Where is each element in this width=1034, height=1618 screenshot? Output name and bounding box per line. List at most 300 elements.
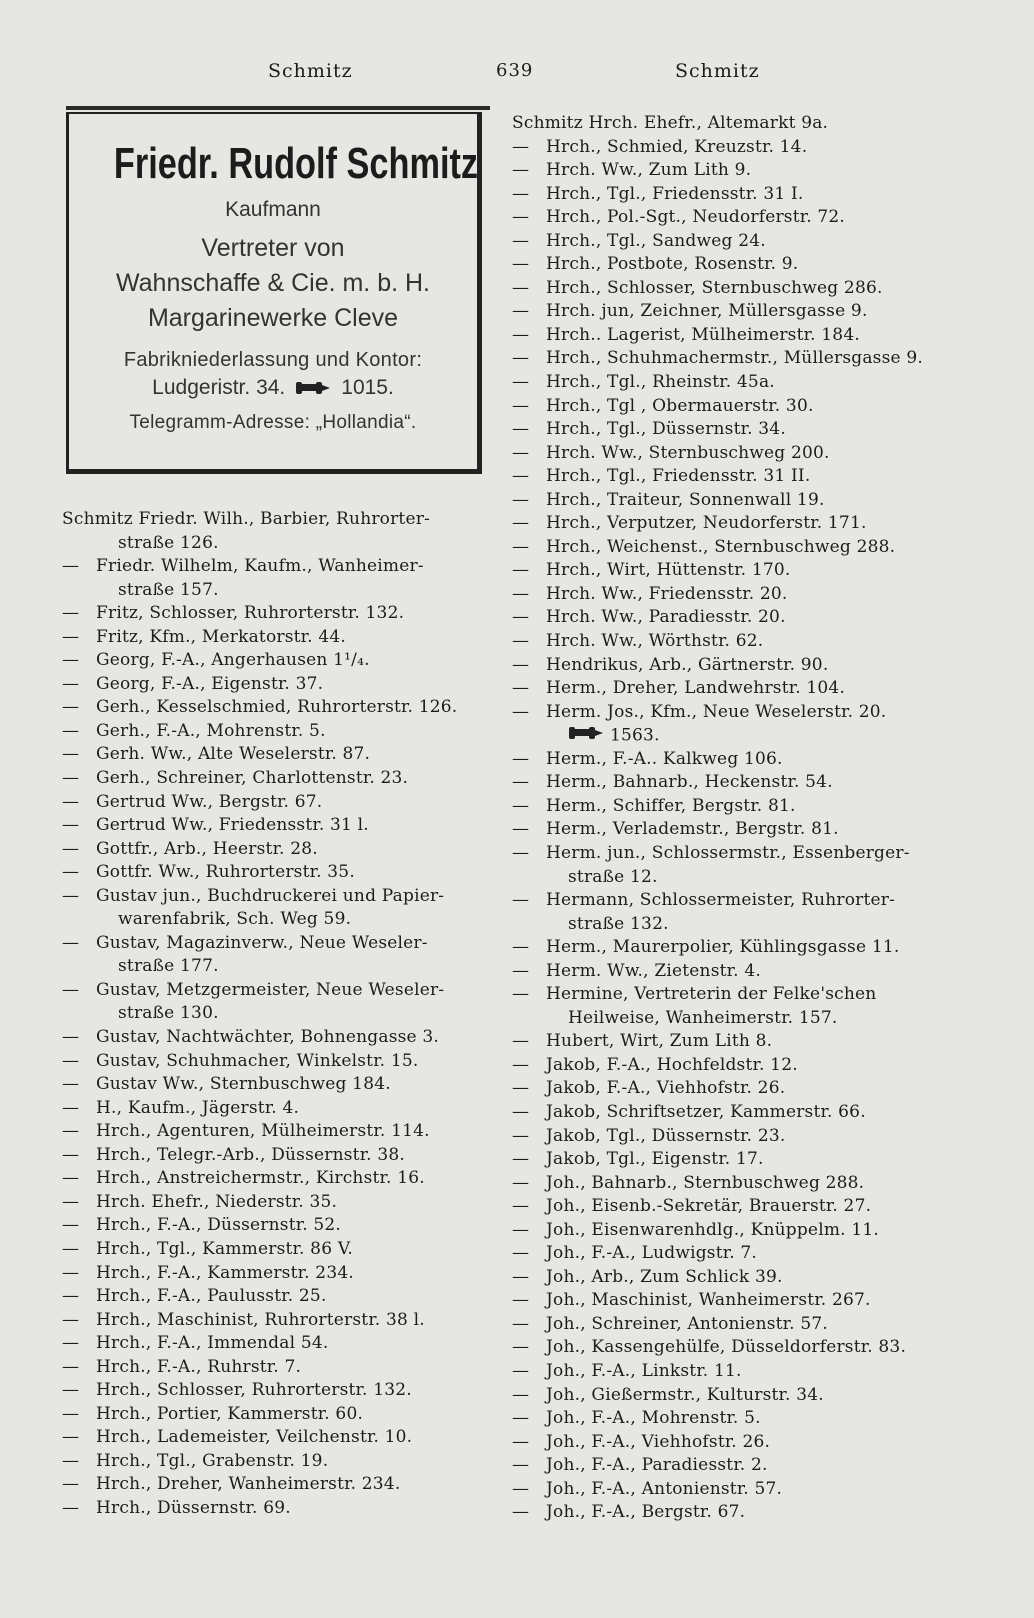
entry-text: Hrch., Schlosser, Sternbuschweg 286. <box>546 277 883 298</box>
ditto-dash: — <box>512 1313 530 1334</box>
directory-entry-line <box>512 465 962 489</box>
ditto-dash: — <box>512 1054 530 1075</box>
ditto-dash: — <box>512 230 530 251</box>
entry-text: Herm., Schiffer, Bergstr. 81. <box>546 795 796 816</box>
entry-text: 1563. <box>610 725 660 746</box>
directory-entry-line <box>512 559 962 583</box>
directory-entry-line <box>512 1360 962 1384</box>
entry-text: Hrch. Ehefr., Niederstr. 35. <box>96 1191 338 1212</box>
entry-text: Hermann, Schlossermeister, Ruhrorter- <box>546 890 896 911</box>
ditto-dash: — <box>62 1144 80 1165</box>
entry-text: Joh., F.-A., Mohrenstr. 5. <box>546 1408 761 1429</box>
directory-entry-line <box>62 508 502 532</box>
directory-entry-line <box>512 1219 962 1243</box>
entry-text: Joh., Arb., Zum Schlick 39. <box>546 1266 783 1287</box>
directory-entry-line <box>62 1238 502 1262</box>
entry-text: Hrch., Dreher, Wanheimerstr. 234. <box>96 1474 401 1495</box>
entry-text: Herm. Ww., Zietenstr. 4. <box>546 960 761 981</box>
entry-text: Hrch., Tgl., Kammerstr. 86 V. <box>96 1238 353 1259</box>
directory-entry-line <box>62 555 502 579</box>
entry-text: Gustav, Metzgermeister, Neue Weseler- <box>96 979 445 1000</box>
ditto-dash: — <box>512 1149 530 1170</box>
ditto-dash: — <box>62 1356 80 1377</box>
entry-text: Jakob, Tgl., Düssernstr. 23. <box>546 1125 786 1146</box>
entry-text: Hrch., Tgl , Obermauerstr. 30. <box>546 395 814 416</box>
directory-entry-line <box>512 771 962 795</box>
ditto-dash: — <box>62 1121 80 1142</box>
entry-text: Hrch. Ww., Sternbuschweg 200. <box>546 442 830 463</box>
directory-entry-line <box>512 1501 962 1525</box>
entry-text: Hrch., Telegr.-Arb., Düssernstr. 38. <box>96 1144 406 1165</box>
entry-text: Hrch., Verputzer, Neudorferstr. 171. <box>546 513 867 534</box>
entry-text: Joh., Maschinist, Wanheimerstr. 267. <box>546 1290 871 1311</box>
entry-text: Gerh., Kesselschmied, Ruhrorterstr. 126. <box>96 697 458 718</box>
directory-entry-line <box>512 206 962 230</box>
entry-text: Hrch., Maschinist, Ruhrorterstr. 38 l. <box>96 1309 425 1330</box>
directory-entry-line <box>62 720 502 744</box>
directory-entry-line <box>62 1097 502 1121</box>
entry-text: Gustav, Nachtwächter, Bohnengasse 3. <box>96 1027 440 1048</box>
ditto-dash: — <box>62 1309 80 1330</box>
directory-entry-line <box>512 324 962 348</box>
directory-entry-line <box>62 602 502 626</box>
ditto-dash: — <box>512 395 530 416</box>
directory-entry-line <box>512 1384 962 1408</box>
ditto-dash: — <box>512 960 530 981</box>
directory-entry-line <box>62 1285 502 1309</box>
directory-entry-line <box>512 1054 962 1078</box>
entry-text: Hrch., F.-A., Düssernstr. 52. <box>96 1215 342 1236</box>
directory-entry-line <box>512 1242 962 1266</box>
directory-entry-line <box>512 159 962 183</box>
entry-text: Hrch., Tgl., Friedensstr. 31 II. <box>546 466 811 487</box>
directory-entry-line <box>512 112 962 136</box>
ditto-dash: — <box>62 1450 80 1471</box>
entry-text: Hrch., Wirt, Hüttenstr. 170. <box>546 560 791 581</box>
directory-entry-line <box>62 579 502 603</box>
entry-text: Joh., F.-A., Viehhofstr. 26. <box>546 1431 771 1452</box>
entry-text: Fritz, Schlosser, Ruhrorterstr. 132. <box>96 603 405 624</box>
ditto-dash: — <box>512 890 530 911</box>
entry-text: Herm., Dreher, Landwehrstr. 104. <box>546 678 846 699</box>
entry-text: Hubert, Wirt, Zum Lith 8. <box>546 1031 773 1052</box>
directory-entry-line <box>62 1262 502 1286</box>
entry-text: Gottfr. Ww., Ruhrorterstr. 35. <box>96 862 355 883</box>
ditto-dash: — <box>512 560 530 581</box>
entry-text: straße 126. <box>118 532 219 553</box>
ditto-dash: — <box>512 183 530 204</box>
entry-text: Hrch., Agenturen, Mülheimerstr. 114. <box>96 1121 430 1142</box>
ditto-dash: — <box>62 650 80 671</box>
directory-entry-line <box>512 983 962 1007</box>
entry-text: Herm. Jos., Kfm., Neue Weselerstr. 20. <box>546 701 887 722</box>
directory-entry-line <box>62 1167 502 1191</box>
directory-entry-line <box>512 347 962 371</box>
ditto-dash: — <box>512 513 530 534</box>
ditto-dash: — <box>512 1360 530 1381</box>
entry-text: Hrch., Portier, Kammerstr. 60. <box>96 1403 364 1424</box>
directory-entry-line <box>512 866 962 890</box>
entry-text: Joh., Schreiner, Antonienstr. 57. <box>546 1313 828 1334</box>
ditto-dash: — <box>512 419 530 440</box>
ad-branch: Fabrikniederlassung und Kontor: <box>123 349 423 371</box>
directory-entry-line <box>62 1450 502 1474</box>
ditto-dash: — <box>512 1455 530 1476</box>
ad-top-rule <box>66 106 490 110</box>
entry-text: straße 132. <box>568 913 669 934</box>
directory-entry-line <box>512 1336 962 1360</box>
entry-text: warenfabrik, Sch. Weg 59. <box>118 909 352 930</box>
directory-entry-line <box>62 696 502 720</box>
ditto-dash: — <box>512 1196 530 1217</box>
entry-text: Joh., Bahnarb., Sternbuschweg 288. <box>546 1172 865 1193</box>
entry-text: Joh., F.-A., Ludwigstr. 7. <box>546 1243 758 1264</box>
entry-text: Herm., Bahnarb., Heckenstr. 54. <box>546 772 833 793</box>
directory-entry-line <box>512 395 962 419</box>
ditto-dash: — <box>512 1243 530 1264</box>
entry-text: Hrch., F.-A., Paulusstr. 25. <box>96 1286 327 1307</box>
ditto-dash: — <box>62 744 80 765</box>
ad-firm-line1: Wahnschaffe & Cie. m. b. H. <box>115 269 430 297</box>
ditto-dash: — <box>62 838 80 859</box>
directory-entry-line <box>62 1144 502 1168</box>
directory-entry-line <box>512 512 962 536</box>
directory-entry-line <box>62 673 502 697</box>
directory-entry-line <box>62 861 502 885</box>
ditto-dash: — <box>512 1219 530 1240</box>
directory-entry-line <box>62 885 502 909</box>
entry-text: Hrch., Schlosser, Ruhrorterstr. 132. <box>96 1380 412 1401</box>
ditto-dash: — <box>62 626 80 647</box>
directory-entry-line <box>512 1407 962 1431</box>
entry-text: straße 177. <box>118 956 219 977</box>
left-column <box>62 508 502 1521</box>
entry-text: Schmitz Friedr. Wilh., Barbier, Ruhrorter- <box>62 509 430 529</box>
entry-text: Hrch., Tgl., Sandweg 24. <box>546 230 766 251</box>
entry-text: Joh., F.-A., Antonienstr. 57. <box>546 1478 783 1499</box>
entry-text: Hrch., Lademeister, Veilchenstr. 10. <box>96 1427 413 1448</box>
entry-text: Hrch., F.-A., Immendal 54. <box>96 1333 329 1354</box>
ditto-dash: — <box>62 1403 80 1424</box>
ditto-dash: — <box>512 489 530 510</box>
ad-address: Ludgeristr. 34. <box>152 376 286 399</box>
ditto-dash: — <box>512 842 530 863</box>
ad-address-line <box>69 376 477 400</box>
directory-entry-line <box>62 767 502 791</box>
ad-phone: 1015. <box>341 376 394 399</box>
ad-firm-line2: Margarinewerke Cleve <box>147 304 399 332</box>
directory-entry-line <box>512 183 962 207</box>
entry-text: straße 12. <box>568 866 658 887</box>
entry-text: Hrch. Ww., Paradiesstr. 20. <box>546 607 786 628</box>
ditto-dash: — <box>62 768 80 789</box>
directory-entry-line <box>512 936 962 960</box>
entry-text: Gustav, Schuhmacher, Winkelstr. 15. <box>96 1050 419 1071</box>
ditto-dash: — <box>62 1168 80 1189</box>
ditto-dash: — <box>62 556 80 577</box>
directory-entry-line <box>62 1403 502 1427</box>
ditto-dash: — <box>512 1502 530 1523</box>
directory-entry-line <box>512 230 962 254</box>
ditto-dash: — <box>62 1074 80 1095</box>
entry-text: Gottfr., Arb., Heerstr. 28. <box>96 838 318 859</box>
directory-entry-line <box>512 724 962 748</box>
ditto-dash: — <box>62 1333 80 1354</box>
entry-text: Heilweise, Wanheimerstr. 157. <box>568 1007 838 1028</box>
entry-text: Fritz, Kfm., Merkatorstr. 44. <box>96 626 346 647</box>
ditto-dash: — <box>62 1474 80 1495</box>
entry-text: Gertrud Ww., Bergstr. 67. <box>96 791 323 812</box>
ditto-dash: — <box>512 1078 530 1099</box>
page-number: 639 <box>496 60 534 81</box>
ditto-dash: — <box>62 673 80 694</box>
directory-entry-line <box>512 701 962 725</box>
ad-company-name: Friedr. Rudolf Schmitz <box>113 139 479 188</box>
ditto-dash: — <box>512 1290 530 1311</box>
entry-text: Jakob, Tgl., Eigenstr. 17. <box>546 1149 764 1170</box>
ditto-dash: — <box>512 795 530 816</box>
directory-entry-line <box>512 300 962 324</box>
entry-text: Gustav jun., Buchdruckerei und Papier- <box>96 885 445 906</box>
ditto-dash: — <box>62 1050 80 1071</box>
ditto-dash: — <box>62 791 80 812</box>
directory-entry-line <box>512 489 962 513</box>
entry-text: Hrch.. Lagerist, Mülheimerstr. 184. <box>546 324 860 345</box>
entry-text: straße 130. <box>118 1003 219 1024</box>
entry-text: Hermine, Vertreterin der Felke'schen <box>546 984 877 1005</box>
directory-entry-line <box>512 654 962 678</box>
entry-text: Georg, F.-A., Eigenstr. 37. <box>96 673 324 694</box>
ditto-dash: — <box>512 1031 530 1052</box>
directory-entry-line <box>62 1379 502 1403</box>
entry-text: Hrch., Weichenst., Sternbuschweg 288. <box>546 536 896 557</box>
entry-text: Herm. jun., Schlossermstr., Essenberger- <box>546 842 910 863</box>
entry-text: Jakob, Schriftsetzer, Kammerstr. 66. <box>546 1101 866 1122</box>
entry-text: Schmitz Hrch. Ehefr., Altemarkt 9a. <box>512 113 829 133</box>
entry-text: Gustav Ww., Sternbuschweg 184. <box>96 1074 391 1095</box>
directory-entry-line <box>512 1172 962 1196</box>
ditto-dash: — <box>62 1191 80 1212</box>
ditto-dash: — <box>512 1408 530 1429</box>
entry-text: Herm., Maurerpolier, Kühlingsgasse 11. <box>546 937 900 958</box>
directory-entry-line <box>62 1026 502 1050</box>
ditto-dash: — <box>512 607 530 628</box>
directory-entry-line <box>62 791 502 815</box>
ditto-dash: — <box>512 984 530 1005</box>
directory-entry-line <box>512 1148 962 1172</box>
ditto-dash: — <box>512 160 530 181</box>
directory-entry-line <box>512 1077 962 1101</box>
entry-text: Friedr. Wilhelm, Kaufm., Wanheimer- <box>96 556 424 577</box>
ad-representative: Vertreter von <box>201 234 345 262</box>
directory-entry-line <box>62 1191 502 1215</box>
entry-text: Hrch., Tgl., Friedensstr. 31 I. <box>546 183 804 204</box>
directory-entry-line <box>512 1266 962 1290</box>
directory-entry-line <box>512 913 962 937</box>
ditto-dash: — <box>512 277 530 298</box>
entry-text: Hrch., Tgl., Düssernstr. 34. <box>546 419 786 440</box>
ditto-dash: — <box>512 748 530 769</box>
entry-text: Hrch., Tgl., Grabenstr. 19. <box>96 1450 329 1471</box>
directory-entry-line <box>512 748 962 772</box>
entry-text: Hrch., Tgl., Rheinstr. 45a. <box>546 372 775 393</box>
ditto-dash: — <box>512 631 530 652</box>
entry-text: Joh., Kassengehülfe, Düsseldorferstr. 83. <box>546 1337 907 1358</box>
telephone-receiver-icon <box>295 381 331 395</box>
directory-entry-line <box>512 630 962 654</box>
ditto-dash: — <box>512 772 530 793</box>
ditto-dash: — <box>512 1101 530 1122</box>
directory-entry-line <box>62 1332 502 1356</box>
ad-profession: Kaufmann <box>225 198 321 221</box>
running-header-right: Schmitz <box>675 60 760 82</box>
entry-text: Hrch., F.-A., Kammerstr. 234. <box>96 1262 354 1283</box>
entry-text: Hrch. jun, Zeichner, Müllersgasse 9. <box>546 301 868 322</box>
directory-entry-line <box>62 1426 502 1450</box>
entry-text: Hrch. Ww., Zum Lith 9. <box>546 160 752 181</box>
ditto-dash: — <box>512 1431 530 1452</box>
ditto-dash: — <box>512 1125 530 1146</box>
directory-entry-line <box>512 371 962 395</box>
directory-entry-line <box>512 889 962 913</box>
directory-entry-line <box>62 1120 502 1144</box>
ditto-dash: — <box>512 678 530 699</box>
directory-entry-line <box>62 908 502 932</box>
directory-entry-line <box>62 814 502 838</box>
directory-entry-line <box>512 442 962 466</box>
directory-entry-line <box>512 1125 962 1149</box>
directory-entry-line <box>512 1313 962 1337</box>
directory-entry-line <box>512 1030 962 1054</box>
ditto-dash: — <box>512 324 530 345</box>
ditto-dash: — <box>62 862 80 883</box>
entry-text: Herm., F.-A.. Kalkweg 106. <box>546 748 783 769</box>
entry-text: Gerh., F.-A., Mohrenstr. 5. <box>96 720 326 741</box>
directory-entry-line <box>512 136 962 160</box>
ditto-dash: — <box>512 207 530 228</box>
directory-entry-line <box>512 1195 962 1219</box>
entry-text: H., Kaufm., Jägerstr. 4. <box>96 1097 300 1118</box>
ditto-dash: — <box>512 1172 530 1193</box>
ditto-dash: — <box>512 254 530 275</box>
ditto-dash: — <box>512 701 530 722</box>
telephone-receiver-icon <box>568 724 604 748</box>
ditto-dash: — <box>512 1478 530 1499</box>
entry-text: Hrch., Schuhmachermstr., Müllersgasse 9. <box>546 348 923 369</box>
entry-text: Joh., Gießermstr., Kulturstr. 34. <box>546 1384 824 1405</box>
ditto-dash: — <box>62 1215 80 1236</box>
ditto-dash: — <box>62 1427 80 1448</box>
directory-entry-line <box>62 1073 502 1097</box>
ditto-dash: — <box>62 979 80 1000</box>
ditto-dash: — <box>512 1266 530 1287</box>
ditto-dash: — <box>62 1097 80 1118</box>
directory-entry-line <box>512 583 962 607</box>
entry-text: Gerh., Schreiner, Charlottenstr. 23. <box>96 768 409 789</box>
entry-text: Hrch., Pol.-Sgt., Neudorferstr. 72. <box>546 207 846 228</box>
ditto-dash: — <box>512 442 530 463</box>
directory-entry-line <box>62 932 502 956</box>
ditto-dash: — <box>62 720 80 741</box>
right-column <box>512 112 962 1525</box>
ditto-dash: — <box>62 885 80 906</box>
directory-entry-line <box>512 842 962 866</box>
directory-entry-line <box>62 979 502 1003</box>
directory-entry-line <box>512 795 962 819</box>
directory-entry-line <box>62 1356 502 1380</box>
entry-text: Joh., Eisenwarenhdlg., Knüppelm. 11. <box>546 1219 879 1240</box>
ditto-dash: — <box>512 819 530 840</box>
ditto-dash: — <box>512 583 530 604</box>
ditto-dash: — <box>62 1286 80 1307</box>
entry-text: Hrch. Ww., Wörthstr. 62. <box>546 631 764 652</box>
directory-entry-line <box>512 418 962 442</box>
ditto-dash: — <box>62 1497 80 1518</box>
directory-entry-line <box>62 532 502 556</box>
directory-entry-line <box>512 677 962 701</box>
ditto-dash: — <box>62 1262 80 1283</box>
entry-text: Gerh. Ww., Alte Weselerstr. 87. <box>96 744 371 765</box>
entry-text: Hendrikus, Arb., Gärtnerstr. 90. <box>546 654 829 675</box>
ditto-dash: — <box>62 1027 80 1048</box>
directory-entry-line <box>512 1289 962 1313</box>
entry-text: straße 157. <box>118 579 219 600</box>
ditto-dash: — <box>512 536 530 557</box>
entry-text: Gustav, Magazinverw., Neue Weseler- <box>96 932 428 953</box>
entry-text: Hrch., Postbote, Rosenstr. 9. <box>546 254 799 275</box>
directory-entry-line <box>512 277 962 301</box>
directory-entry-line <box>62 743 502 767</box>
directory-entry-line <box>512 606 962 630</box>
directory-entry-line <box>62 1309 502 1333</box>
directory-entry-line <box>62 1214 502 1238</box>
entry-text: Herm., Verlademstr., Bergstr. 81. <box>546 819 839 840</box>
ditto-dash: — <box>512 372 530 393</box>
directory-entry-line <box>512 960 962 984</box>
advertisement-box <box>66 112 482 474</box>
entry-text: Jakob, F.-A., Hochfeldstr. 12. <box>546 1054 798 1075</box>
ditto-dash: — <box>62 815 80 836</box>
directory-entry-line <box>512 1431 962 1455</box>
ditto-dash: — <box>62 932 80 953</box>
entry-text: Hrch. Ww., Friedensstr. 20. <box>546 583 788 604</box>
directory-entry-line <box>62 1002 502 1026</box>
ditto-dash: — <box>62 603 80 624</box>
running-header-left: Schmitz <box>268 60 353 82</box>
directory-entry-line <box>512 818 962 842</box>
ditto-dash: — <box>512 466 530 487</box>
entry-text: Joh., F.-A., Paradiesstr. 2. <box>546 1455 768 1476</box>
directory-entry-line <box>62 649 502 673</box>
ditto-dash: — <box>512 1337 530 1358</box>
entry-text: Hrch., Anstreichermstr., Kirchstr. 16. <box>96 1168 425 1189</box>
entry-text: Hrch., F.-A., Ruhrstr. 7. <box>96 1356 302 1377</box>
entry-text: Joh., F.-A., Linkstr. 11. <box>546 1360 742 1381</box>
directory-entry-line <box>512 253 962 277</box>
directory-entry-line <box>62 955 502 979</box>
ditto-dash: — <box>512 301 530 322</box>
ditto-dash: — <box>512 136 530 157</box>
ditto-dash: — <box>62 1238 80 1259</box>
entry-text: Hrch., Schmied, Kreuzstr. 14. <box>546 136 808 157</box>
ditto-dash: — <box>512 348 530 369</box>
entry-text: Hrch., Traiteur, Sonnenwall 19. <box>546 489 825 510</box>
directory-entry-line <box>512 536 962 560</box>
directory-entry-line <box>62 1473 502 1497</box>
directory-entry-line <box>62 838 502 862</box>
ad-telegram: Telegramm-Adresse: „Hollandia“. <box>129 412 417 433</box>
directory-entry-line <box>62 1050 502 1074</box>
